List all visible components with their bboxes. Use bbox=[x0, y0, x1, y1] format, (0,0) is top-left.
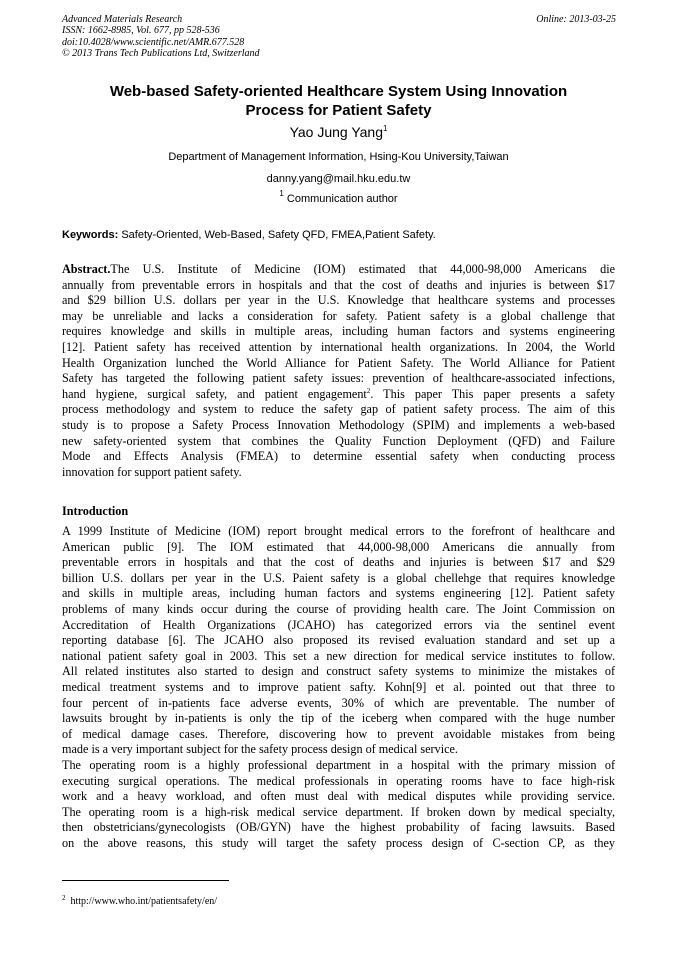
author-note bbox=[62, 189, 615, 206]
intro-line: All related institutes also started to design and construct safety systems to minimize the mistakes of bbox=[62, 664, 615, 679]
keywords-text: Safety-Oriented, Web-Based, Safety QFD, FMEA,Patient Safety. bbox=[121, 229, 436, 241]
intro-line: preventable errors in hospitals and that the cost of deaths and injuries is between $17 and $29 bbox=[62, 555, 615, 570]
abstract-line bbox=[62, 387, 615, 403]
intro-line: A 1999 Institute of Medicine (IOM) report brought medical errors to the forefront of healthcare and bbox=[62, 524, 615, 538]
issn-line: ISSN: 1662-8985, Vol. 677, pp 528-536 bbox=[62, 25, 220, 37]
intro-line: problems of many kinds occur during the course of providing health care. The Joint Commission on bbox=[62, 601, 615, 616]
abstract-line: Safety has targeted the following patient safety issues: prevention of healthcare-associated infections, bbox=[62, 371, 615, 386]
journal-name: Advanced Materials Research bbox=[62, 14, 183, 25]
abstract-line: requires knowledge and skills in multiple areas, including human factors and systems engineering bbox=[62, 324, 615, 339]
abstract-line: Mode and Effects Analysis (FMEA) to determine essential safety when conducting process bbox=[62, 449, 615, 464]
abstract-line: innovation for support patient safety. bbox=[62, 464, 242, 479]
intro-line: made is a very important subject for the safety process design of medical service. bbox=[62, 742, 458, 757]
intro-line: then obstetricians/gynecologists (OB/GYN) have the highest probability of facing lawsuits. Based bbox=[62, 820, 615, 835]
abstract-line: may be unreliable and lacks a consideration for safety. Patient safety is a global challenge that bbox=[62, 308, 615, 323]
doi-line: doi:10.4028/www.scientific.net/AMR.677.528 bbox=[62, 36, 245, 48]
intro-line: of medical damage cases. Therefore, discovering how to prevent avoidable mistakes from being bbox=[62, 726, 615, 741]
intro-line: executing surgical operations. The medical professionals in operating rooms have to face high-risk bbox=[62, 773, 615, 788]
abstract-text: . This paper This paper presents a safety bbox=[370, 386, 615, 401]
copyright-line: © 2013 Trans Tech Publications Ltd, Switzerland bbox=[62, 47, 260, 59]
author-email: danny.yang@mail.hku.edu.tw bbox=[266, 173, 411, 185]
author-mark: 1 bbox=[382, 124, 388, 133]
intro-line: reporting database [6]. The JCAHO also proposed its revised evaluation standard and set up a bbox=[62, 633, 615, 648]
intro-line: work and a heavy workload, and often must deal with medical disputes while providing service. bbox=[62, 789, 615, 804]
keywords-label: Keywords: bbox=[62, 229, 119, 241]
abstract-line: Health Organization lunched the World Alliance for Patient Safety. The World Alliance for Patient bbox=[62, 355, 615, 370]
keywords bbox=[62, 228, 615, 242]
intro-line: American public [9]. The IOM estimated that 44,000-98,000 Americans die annually from bbox=[62, 539, 615, 554]
title-line-2: Process for Patient Safety bbox=[245, 102, 432, 119]
footnote-url[interactable]: http://www.who.int/patientsafety/en/ bbox=[70, 896, 218, 907]
intro-line: medical treatment systems and to improve patient safty. Kohn[9] et al. pointed out that three to bbox=[62, 679, 615, 694]
intro-line: Accreditation of Health Organizations (JCAHO) has categorized errors via the sentinel event bbox=[62, 617, 615, 632]
abstract-line: new safety-oriented system that combines the Quality Function Deployment (QFD) and Failure bbox=[62, 433, 615, 448]
abstract-line: process methodology and system to reduce the safety gap of patient safety process. The aim of this bbox=[62, 402, 615, 417]
note-text: Communication author bbox=[286, 193, 398, 205]
intro-line: on the above reasons, this study will target the safety process design of C-section CP, as they bbox=[62, 835, 615, 850]
abstract-text: The U.S. Institute of Medicine (IOM) estimated that 44,000-98,000 Americans die bbox=[110, 262, 615, 276]
intro-line: The operating room is a high-risk medical service department. If broken down by medical specialty, bbox=[62, 804, 615, 819]
intro-line: lawsuits brought by in-patients is only the tip of the iceberg when compared with the huge number bbox=[62, 711, 615, 726]
footnote-divider bbox=[62, 880, 229, 881]
abstract-line: [12]. Patient safety has received attention by international health organizations. In 2004, the World bbox=[62, 339, 615, 354]
intro-line: and skills in multiple areas, including human factors and systems engineering [12]. Patient safety bbox=[62, 586, 615, 601]
affiliation: Department of Management Information, Hsing-Kou University,Taiwan bbox=[168, 151, 509, 163]
note-mark: 1 bbox=[279, 189, 284, 198]
footnote bbox=[62, 896, 217, 908]
intro-line: billion U.S. dollars per year in the U.S. Paient safety is a global chellehge that requires knowledge bbox=[62, 570, 615, 585]
footnote-mark: 2 bbox=[62, 894, 66, 902]
section-heading-introduction: Introduction bbox=[62, 504, 129, 518]
abstract-line: annually from preventable errors in hospitals and that the cost of deaths and injuries is between $17 bbox=[62, 277, 615, 292]
intro-line: The operating room is a highly professional department in a hospital with the primary mission of bbox=[62, 757, 615, 772]
abstract bbox=[62, 262, 615, 480]
author-line bbox=[62, 124, 615, 140]
author-name: Yao Jung Yang bbox=[289, 124, 383, 140]
footnote-ref: 2 bbox=[366, 386, 371, 395]
abstract-label: Abstract. bbox=[62, 262, 111, 276]
intro-line: four percent of in-patients face adverse events, 30% of which are preventable. The number of bbox=[62, 695, 615, 710]
journal-header bbox=[62, 14, 260, 59]
abstract-line bbox=[62, 262, 615, 278]
abstract-text: hand hygiene, surgical safety, and patient engagement bbox=[62, 386, 367, 401]
abstract-line: study is to propose a Safety Process Innovation Methodology (SPIM) and implements a web-based bbox=[62, 417, 615, 432]
online-date: Online: 2013-03-25 bbox=[536, 14, 616, 25]
introduction-body bbox=[62, 524, 615, 851]
intro-line: national patient safety goal in 2003. This set a new direction for medical service institutes to follow. bbox=[62, 648, 615, 663]
title-line-1: Web-based Safety-oriented Healthcare System Using Innovation bbox=[109, 83, 568, 100]
abstract-line: and $29 billion U.S. dollars per year in the U.S. Knowledge that healthcare systems and processes bbox=[62, 293, 615, 308]
paper-title bbox=[62, 82, 615, 120]
